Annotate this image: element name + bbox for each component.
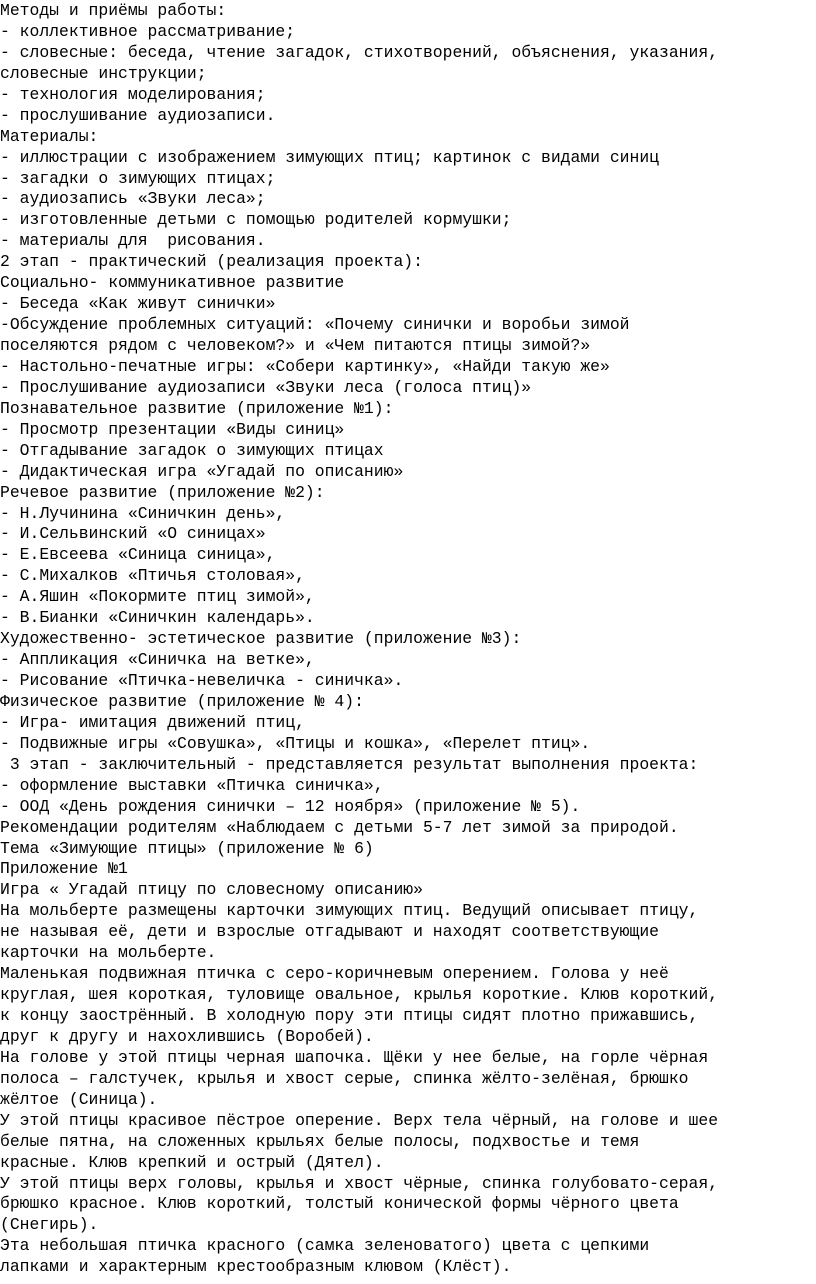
text-line: - загадки о зимующих птицах; xyxy=(0,168,276,188)
text-line: - И.Сельвинский «О синицах» xyxy=(0,524,266,544)
text-line: - С.Михалков «Птичья столовая», xyxy=(0,566,305,586)
text-line: красные. Клюв крепкий и острый (Дятел). xyxy=(0,1152,384,1172)
text-line: - словесные: беседа, чтение загадок, стихотворений, объяснения, указания, xyxy=(0,42,719,62)
text-line: - иллюстрации с изображением зимующих птиц; картинок с видами синиц xyxy=(0,147,660,167)
text-line: Маленькая подвижная птичка с серо-коричневым оперением. Голова у неё xyxy=(0,964,669,984)
text-line: 2 этап - практический (реализация проекта): xyxy=(0,252,423,272)
text-line: к концу заострённый. В холодную пору эти птицы сидят плотно прижавшись, xyxy=(0,1006,699,1025)
text-line: - Н.Лучинина «Синичкин день», xyxy=(0,503,286,523)
text-line: - Аппликация «Синичка на ветке», xyxy=(0,650,315,670)
text-line: - прослушивание аудиозаписи. xyxy=(0,105,276,125)
text-line: Физическое развитие (приложение № 4): xyxy=(0,691,364,711)
text-line: - аудиозапись «Звуки леса»; xyxy=(0,189,266,209)
text-line: Познавательное развитие (приложение №1): xyxy=(0,398,394,418)
text-line: - изготовленные детьми с помощью родителей кормушки; xyxy=(0,210,512,230)
text-line: полоса – галстучек, крылья и хвост серые, спинка жёлто-зелёная, брюшко xyxy=(0,1068,689,1088)
text-line: Игра « Угадай птицу по словесному описанию» xyxy=(0,880,423,900)
text-line: - ООД «День рождения синички – 12 ноября» (приложение № 5). xyxy=(0,796,581,816)
text-line: - Просмотр презентации «Виды синиц» xyxy=(0,419,345,439)
text-line: На мольберте размещены карточки зимующих птиц. Ведущий описывает птицу, xyxy=(0,901,699,921)
text-line: словесные инструкции; xyxy=(0,63,207,83)
text-line: - технология моделирования; xyxy=(0,84,266,104)
text-line: - Дидактическая игра «Угадай по описанию» xyxy=(0,461,404,481)
text-line: Материалы: xyxy=(0,126,99,146)
text-line: У этой птицы верх головы, крылья и хвост чёрные, спинка голубовато-серая, xyxy=(0,1173,719,1193)
text-line: (Снегирь). xyxy=(0,1215,99,1235)
text-line: - Прослушивание аудиозаписи «Звуки леса (голоса птиц)» xyxy=(0,377,532,397)
text-line: Эта небольшая птичка красного (самка зеленоватого) цвета с цепкими xyxy=(0,1236,650,1256)
text-line: Тема «Зимующие птицы» (приложение № 6) xyxy=(0,838,374,858)
text-line: - коллективное рассматривание; xyxy=(0,21,296,41)
text-line: - Подвижные игры «Совушка», «Птицы и кошка», «Перелет птиц». xyxy=(0,733,591,753)
text-line: поселяются рядом с человеком?» и «Чем питаются птицы зимой?» xyxy=(0,336,591,355)
text-line: карточки на мольберте. xyxy=(0,943,217,963)
text-line: - Беседа «Как живут синички» xyxy=(0,294,276,314)
text-line: - Отгадывание загадок о зимующих птицах xyxy=(0,440,384,460)
text-line: - А.Яшин «Покормите птиц зимой», xyxy=(0,587,315,607)
text-line: У этой птицы красивое пёстрое оперение. Верх тела чёрный, на голове и шее xyxy=(0,1110,719,1130)
text-line: Рекомендации родителям «Наблюдаем с детьми 5-7 лет зимой за природой. xyxy=(0,817,679,837)
text-line: белые пятна, на сложенных крыльях белые полосы, подхвостье и темя xyxy=(0,1131,640,1151)
text-line: Речевое развитие (приложение №2): xyxy=(0,482,325,502)
text-line: - материалы для рисования. xyxy=(0,231,266,251)
text-line: не называя её, дети и взрослые отгадывают и находят соответствующие xyxy=(0,922,660,942)
text-line: жёлтое (Синица). xyxy=(0,1089,158,1109)
text-line: Художественно- эстетическое развитие (приложение №3): xyxy=(0,629,522,649)
text-line: - Игра- имитация движений птиц, xyxy=(0,712,305,732)
text-line: - Е.Евсеева «Синица синица», xyxy=(0,545,276,565)
text-line: - Рисование «Птичка-невеличка - синичка». xyxy=(0,671,404,690)
text-line: круглая, шея короткая, туловище овальное, крылья короткие. Клюв короткий, xyxy=(0,985,719,1005)
text-line: Методы и приёмы работы: xyxy=(0,1,227,20)
text-line: лапками и характерным крестообразным клювом (Клёст). xyxy=(0,1257,512,1277)
text-line: - Настольно-печатные игры: «Собери картинку», «Найди такую же» xyxy=(0,356,610,376)
text-line: Социально- коммуникативное развитие xyxy=(0,273,345,293)
text-line: -Обсуждение проблемных ситуаций: «Почему синички и воробьи зимой xyxy=(0,315,630,335)
text-line: - В.Бианки «Синичкин календарь». xyxy=(0,608,315,628)
text-line: На голове у этой птицы черная шапочка. Щёки у нее белые, на горле чёрная xyxy=(0,1047,709,1067)
text-line: брюшко красное. Клюв короткий, толстый конической формы чёрного цвета xyxy=(0,1194,679,1214)
text-line: - оформление выставки «Птичка синичка», xyxy=(0,775,384,795)
text-line: Приложение №1 xyxy=(0,859,128,879)
text-line: 3 этап - заключительный - представляется результат выполнения проекта: xyxy=(0,754,699,774)
text-line: друг к другу и нахохлившись (Воробей). xyxy=(0,1026,374,1046)
